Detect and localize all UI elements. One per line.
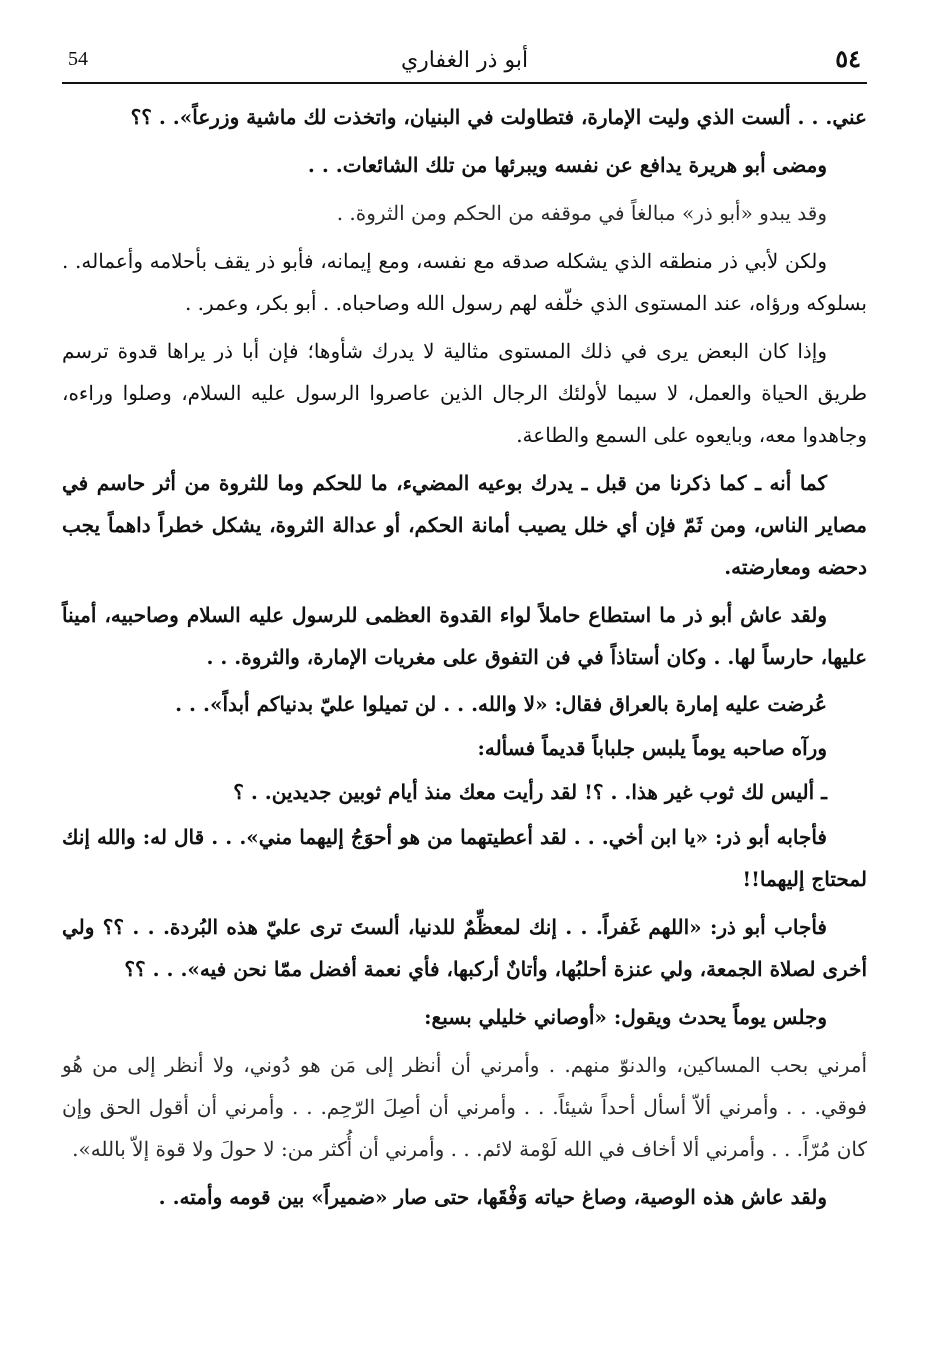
- paragraph: وإذا كان البعض يرى في ذلك المستوى مثالية لا يدرك شأوها؛ فإن أبا ذر يراها قدوة ترسم طريق الحياة والعمل، لا سيما لأولئك الرجال الذين عاصروا الرسول عليه السلام، وصلوا وراءه، وجاهدوا معه، وبايعوه على السمع والطاعة.: [62, 339, 867, 447]
- body-text: [62, 96, 867, 1224]
- running-header: [62, 42, 867, 84]
- paragraph: كما أنه ـ كما ذكرنا من قبل ـ يدرك بوعيه المضيء، ما للحكم وما للثروة من أثر حاسم في مصاير الناس، ومن ثَمّ فإن أي خلل يصيب أمانة الحكم، أو عدالة الثروة، يشكل خطراً داهماً يجب دحضه ومعارضته.: [62, 471, 867, 579]
- paragraph: ولقد عاش هذه الوصية، وصاغ حياته وَفْقَها، حتى صار «ضميراً» بين قومه وأمته. .: [158, 1185, 827, 1209]
- paragraph: وقد يبدو «أبو ذر» مبالغاً في موقفه من الحكم ومن الثروة. .: [336, 201, 827, 225]
- paragraph: ورآه صاحبه يوماً يلبس جلباباً قديماً فسأله:: [477, 736, 827, 760]
- paragraph: وجلس يوماً يحدث ويقول: «أوصاني خليلي بسبع:: [424, 1005, 827, 1029]
- paragraph: ومضى أبو هريرة يدافع عن نفسه ويبرئها من تلك الشائعات. . .: [307, 153, 827, 177]
- paragraph: فأجابه أبو ذر: «يا ابن أخي. . . لقد أعطيتهما من هو أحوَجُ إليهما مني». . . قال له: والله إنك لمحتاج إليهما!!: [62, 825, 867, 891]
- running-title: أبو ذر الغفاري: [400, 48, 529, 73]
- paragraph: ولكن لأبي ذر منطقه الذي يشكله صدقه مع نفسه، ومع إيمانه، فأبو ذر يقف بأحلامه وأعماله. . بسلوكه ورؤاه، عند المستوى الذي خلّفه لهم رسول الله وصاحباه. . أبو بكر، وعمر. .: [62, 249, 867, 315]
- quoted-passage: أمرني بحب المساكين، والدنوّ منهم. . وأمرني أن أنظر إلى مَن هو دُوني، ولا أنظر إلى من هُو فوقي. . . وأمرني ألاّ أسأل أحداً شيئاً. . . وأمرني أن أصِلَ الرّحِم. . . وأمرني أن أقول الحق وإن كان مُرّاً. . . وأمرني ألا أخاف في الله لَوْمة لائم. . . وأمرني أن أُكثر من: لا حولَ ولا قوة إلاّ بالله».: [62, 1053, 867, 1161]
- page-number-arabic: ٥٤: [835, 44, 861, 73]
- paragraph: عُرضت عليه إمارة بالعراق فقال: «لا والله. . . لن تميلوا عليّ بدنياكم أبداً». . .: [175, 692, 827, 716]
- paragraph: عني. . . ألست الذي وليت الإمارة، فتطاولت في البنيان، واتخذت لك ماشية وزرعاً». . ؟؟: [130, 105, 867, 129]
- paragraph: فأجاب أبو ذر: «اللهم غَفراً. . . إنك لمعظِّمٌ للدنيا، ألستَ ترى عليّ هذه البُردة. . . ؟؟ ولي أخرى لصلاة الجمعة، ولي عنزة أحلبُها، وأتانٌ أركبها، فأي نعمة أفضل ممّا نحن فيه». . . ؟؟: [62, 915, 867, 981]
- paragraph: ـ أليس لك ثوب غير هذا. . ؟! لقد رأيت معك منذ أيام ثوبين جديدين. . ؟: [233, 780, 827, 804]
- paragraph: ولقد عاش أبو ذر ما استطاع حاملاً لواء القدوة العظمى للرسول عليه السلام وصاحبيه، أميناً عليها، حارساً لها. . وكان أستاذاً في فن التفوق على مغريات الإمارة، والثروة. . .: [62, 603, 867, 669]
- page-number-latin: 54: [68, 48, 88, 70]
